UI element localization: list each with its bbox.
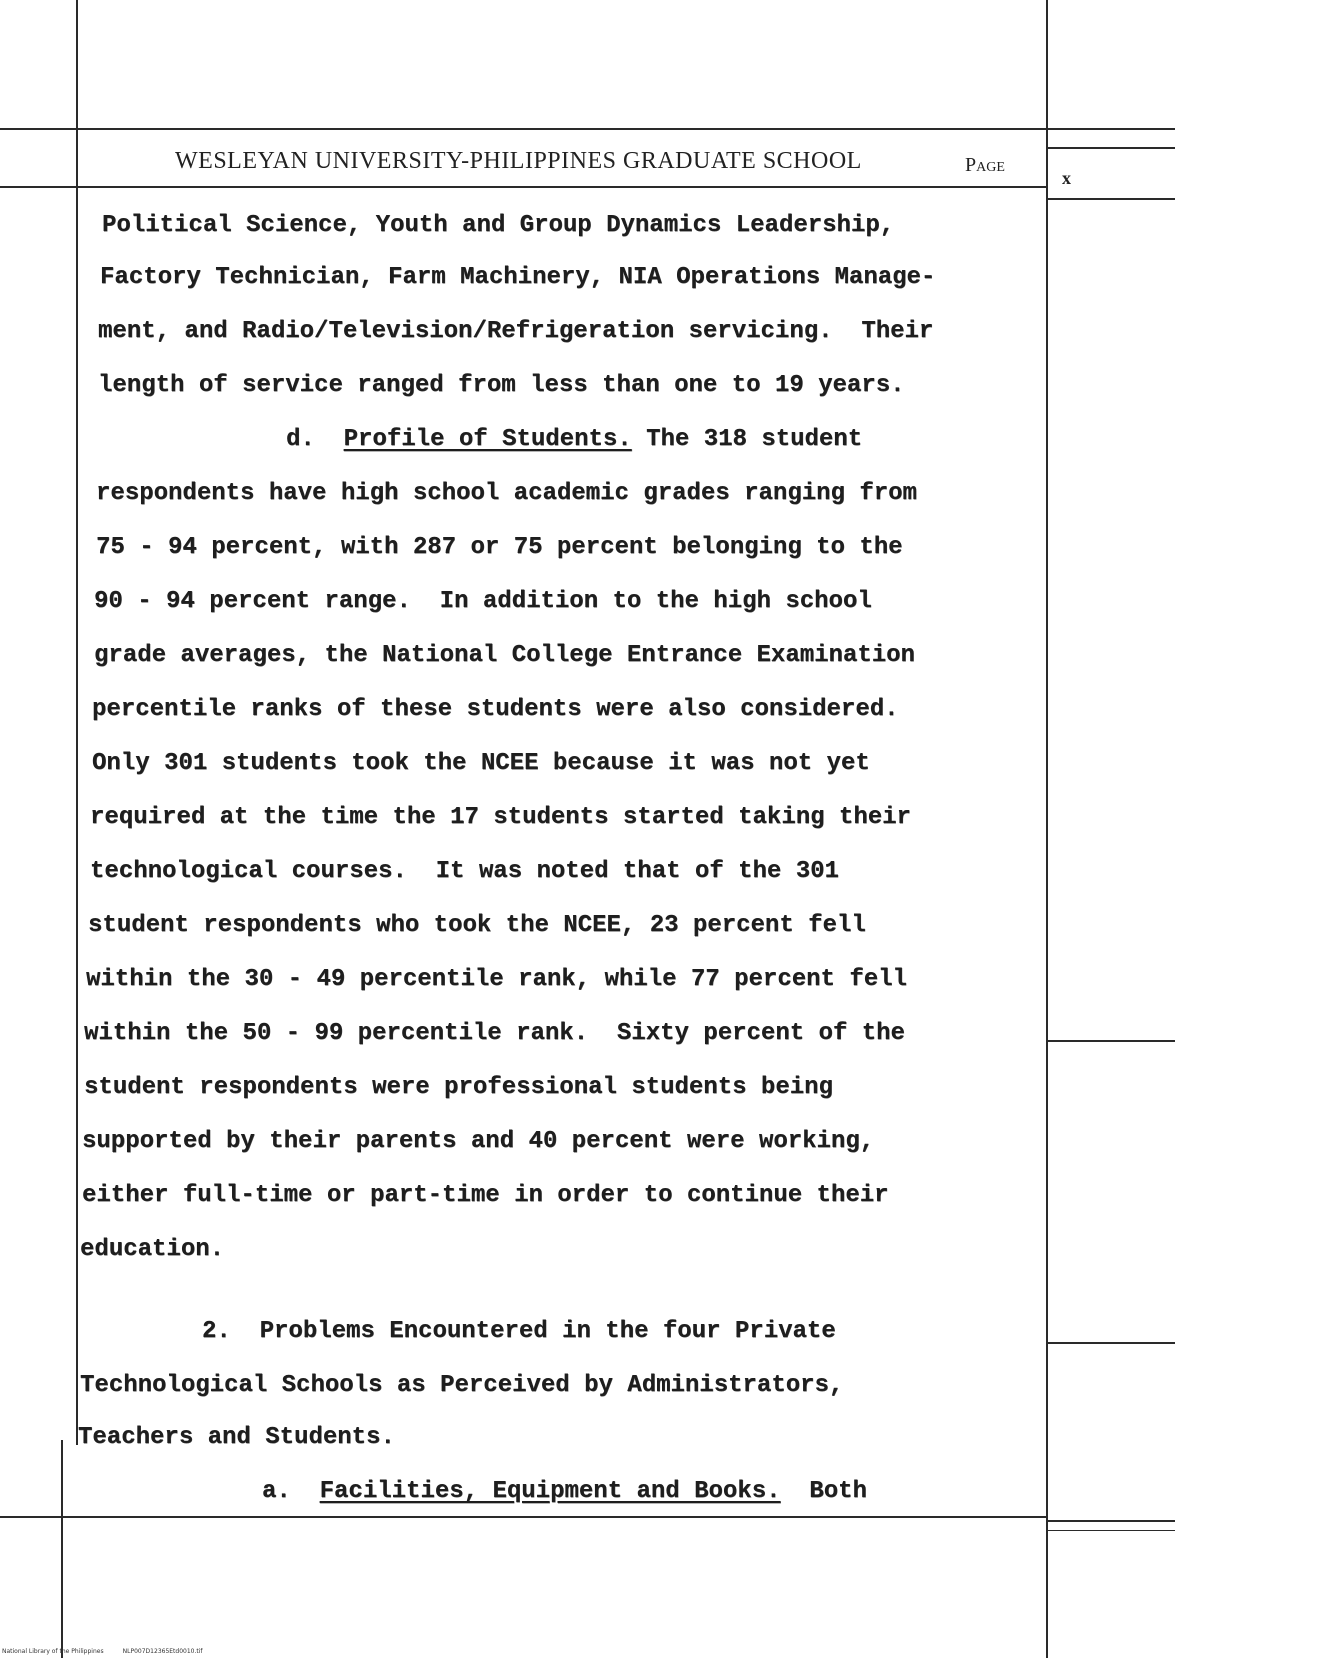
- margin-box-bottom-rule: [1046, 198, 1175, 200]
- text-line: respondents have high school academic grades ranging from: [96, 480, 917, 507]
- section-d-heading-line: [286, 426, 862, 453]
- footer-text: [2, 1648, 203, 1655]
- text-line: Only 301 students took the NCEE because it was not yet: [92, 750, 870, 777]
- text-line: Factory Technician, Farm Machinery, NIA Operations Manage-: [100, 264, 936, 291]
- margin-mark-rule-1: [1046, 1040, 1175, 1042]
- text-line: grade averages, the National College Entrance Examination: [94, 642, 915, 669]
- margin-mark-rule-3: [1046, 1520, 1175, 1522]
- text-line: student respondents were professional students being: [84, 1074, 833, 1101]
- footer-library: National Library of the Philippines: [2, 1648, 104, 1655]
- section-a-heading: Facilities, Equipment and Books.: [319, 1478, 781, 1505]
- page-header-title: WESLEYAN UNIVERSITY-PHILIPPINES GRADUATE SCHOOL: [175, 148, 862, 174]
- text-line: length of service ranged from less than one to 19 years.: [98, 372, 905, 399]
- page-number: x: [1062, 168, 1071, 188]
- text-line: Political Science, Youth and Group Dynamics Leadership,: [102, 212, 895, 239]
- section-d-marker: d.: [286, 426, 315, 453]
- section-a-marker: a.: [262, 1478, 291, 1505]
- left-margin-rule: [76, 0, 78, 1445]
- footer-file: NLP007D12365Etd0010.tif: [122, 1648, 203, 1655]
- text-line: technological courses. It was noted that of the 301: [90, 858, 839, 885]
- footer-rule-right: [1046, 1530, 1175, 1531]
- text-line: either full-time or part-time in order to continue their: [82, 1182, 889, 1209]
- right-margin-rule: [1046, 0, 1048, 1658]
- text-line: Technological Schools as Perceived by Administrators,: [80, 1372, 844, 1399]
- text-line: student respondents who took the NCEE, 23 percent fell: [88, 912, 866, 939]
- footer-rule: [0, 1516, 1046, 1518]
- text-line: supported by their parents and 40 percent were working,: [82, 1128, 875, 1155]
- text-line: percentile ranks of these students were also considered.: [92, 696, 899, 723]
- section-d-heading: Profile of Students.: [343, 426, 632, 453]
- text-line: education.: [80, 1236, 225, 1263]
- text-line: within the 30 - 49 percentile rank, while 77 percent fell: [86, 966, 907, 993]
- header-top-rule: [0, 128, 1175, 130]
- section-d-heading-rest: The 318 student: [631, 426, 863, 453]
- text-line: within the 50 - 99 percentile rank. Sixty percent of the: [84, 1020, 905, 1047]
- margin-box-top-rule: [1046, 147, 1175, 149]
- margin-mark-rule-2: [1046, 1342, 1175, 1344]
- text-line: 90 - 94 percent range. In addition to the high school: [94, 588, 872, 615]
- header-bottom-rule: [0, 186, 1046, 188]
- text-line: Teachers and Students.: [78, 1424, 395, 1451]
- left-margin-rule-lower: [61, 1440, 63, 1658]
- text-line: required at the time the 17 students started taking their: [90, 804, 911, 831]
- section-2-heading: 2. Problems Encountered in the four Private: [202, 1318, 836, 1345]
- text-line: 75 - 94 percent, with 287 or 75 percent belonging to the: [96, 534, 903, 561]
- section-a-heading-rest: Both: [780, 1478, 867, 1505]
- text-line: ment, and Radio/Television/Refrigeration servicing. Their: [98, 318, 934, 345]
- section-a-heading-line: [262, 1478, 867, 1505]
- page-label: Page: [965, 154, 1005, 176]
